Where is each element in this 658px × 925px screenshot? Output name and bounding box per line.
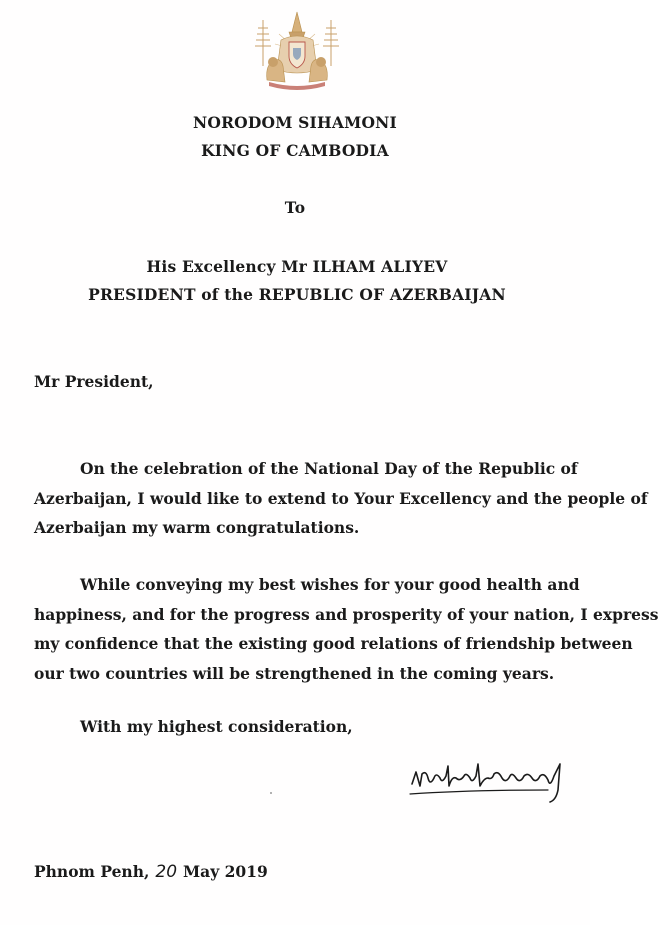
paragraph-line: happiness, and for the progress and prosperity of your nation, I express [34, 604, 658, 624]
body-paragraph-1 [34, 454, 648, 543]
paragraph-line: Azerbaijan my warm congratulations. [34, 518, 360, 537]
paragraph-line: Azerbaijan, I would like to extend to Your Excellency and the people of [34, 488, 648, 508]
sender-name: NORODOM SIHAMONI [193, 113, 397, 132]
paper-speck [270, 792, 272, 794]
paragraph-line: On the celebration of the National Day of the Republic of [80, 459, 578, 478]
paragraph-line: my confidence that the existing good relations of friendship between [34, 634, 633, 653]
place: Phnom Penh, [34, 862, 150, 881]
paragraph-line: While conveying my best wishes for your good health and [80, 575, 580, 594]
handwritten-day: 20 [155, 862, 178, 882]
addressee-title: PRESIDENT of the REPUBLIC OF AZERBAIJAN [88, 285, 506, 304]
paragraph-line: our two countries will be strengthened in the coming years. [34, 663, 555, 683]
addressee-name: His Excellency Mr ILHAM ALIYEV [146, 257, 448, 276]
royal-signature [408, 760, 568, 806]
closing-line: With my highest consideration, [80, 717, 353, 736]
month-year: May 2019 [183, 862, 268, 881]
royal-coat-of-arms-emblem [255, 10, 339, 90]
body-paragraph-2 [34, 570, 658, 688]
to-label: To [284, 198, 306, 217]
salutation: Mr President, [34, 372, 154, 391]
sender-title: KING OF CAMBODIA [201, 141, 389, 160]
place-and-date [34, 862, 268, 882]
